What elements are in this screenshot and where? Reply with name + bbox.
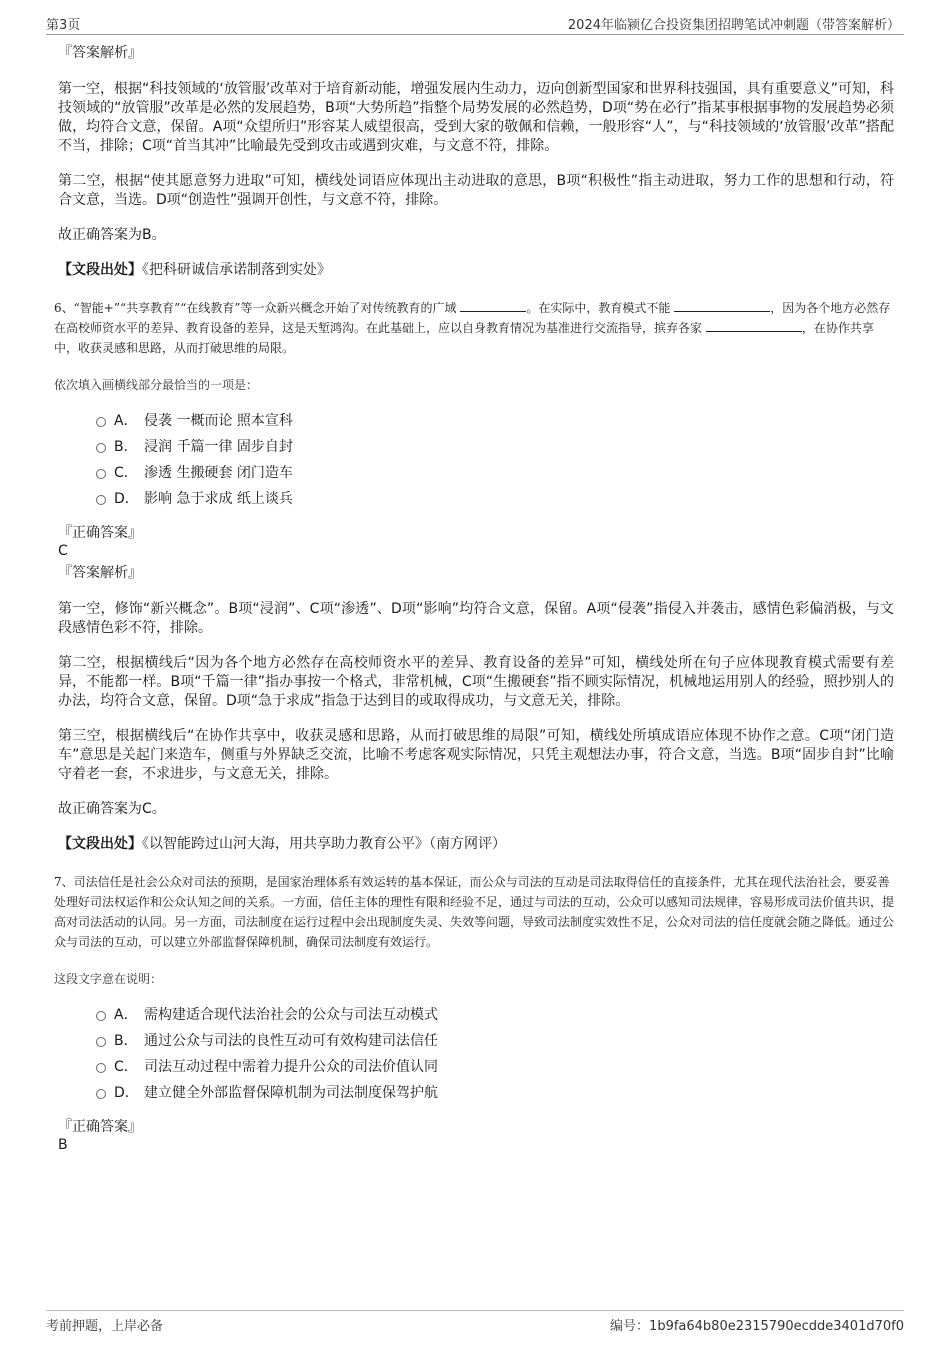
- radio-icon[interactable]: [96, 1037, 106, 1047]
- radio-icon[interactable]: [96, 469, 106, 479]
- question-7-prompt: 这段文字意在说明：: [54, 972, 163, 986]
- document-title: 2024年临颍亿合投资集团招聘笔试冲刺题（带答案解析）: [567, 18, 900, 33]
- document-code: 编号：1b9fa64b80e2315790ecdde3401d70f0: [610, 1319, 904, 1334]
- correct-answer-label: 『正确答案』: [58, 525, 142, 541]
- page-footer: [46, 1310, 904, 1333]
- radio-icon[interactable]: [96, 1011, 106, 1021]
- question-7-options: [96, 1002, 894, 1106]
- page-header: [46, 12, 904, 35]
- option-c[interactable]: C． 司法互动过程中需着力提升公众的司法价值认同: [96, 1054, 894, 1080]
- radio-icon[interactable]: [96, 443, 106, 453]
- source-line: [58, 261, 894, 280]
- analysis-label: 『答案解析』: [58, 45, 142, 61]
- question-7-text: 7、司法信任是社会公众对司法的预期，是国家治理体系有效运转的基本保证，而公众与司法的互动是司法取得信任的直接条件，尤其在现代法治社会，要妥善处理好司法权运作和公众认知之间的关系。一方面，信任主体的理性有限和经验不足，通过与司法的互动，公众可以感知司法规律，容易形成司法价值共识，提高对司法活动的认同。另一方面，司法制度在运行过程中会出现制度失灵、失效等问题，导致司法制度实效性不足，公众对司法的信任度就会随之降低。通过公众与司法的互动，可以建立外部监督保障机制，确保司法制度有效运行。: [54, 875, 895, 949]
- answer-conclusion: 故正确答案为C。: [58, 801, 166, 817]
- question-6-options: [96, 408, 894, 512]
- fill-blank-1: [460, 299, 526, 312]
- question-6-text: 6、“智能+”“共享教育”“在线教育”等一众新兴概念开始了对传统教育的广域 。在实际中，教育模式不能 ，因为各个地方必然存在高校师资水平的差异、教育设备的差异，这是天堑鸿沟。在此基础上，应以自身教育情况为基准进行交流指导，摈弃各家 ，在协作共享中，收获灵感和思路，从而打破思维的局限。: [54, 301, 891, 355]
- page-number: 第3页: [46, 18, 81, 33]
- option-a[interactable]: A． 需构建适合现代法治社会的公众与司法互动模式: [96, 1002, 894, 1028]
- question-6-prompt: 依次填入画横线部分最恰当的一项是：: [54, 378, 259, 392]
- option-d[interactable]: D． 影响 急于求成 纸上谈兵: [96, 486, 894, 512]
- option-d[interactable]: D． 建立健全外部监督保障机制为司法制度保驾护航: [96, 1080, 894, 1106]
- source-text: 《把科研诚信承诺制落到实处》: [142, 262, 331, 278]
- answer-conclusion: 故正确答案为B。: [58, 227, 166, 243]
- fill-blank-3: [706, 319, 802, 332]
- source-label: 【文段出处】: [58, 262, 142, 278]
- option-b[interactable]: B． 通过公众与司法的良性互动可有效构建司法信任: [96, 1028, 894, 1054]
- page-content: [54, 44, 895, 1154]
- analysis-paragraph: 第二空，根据“使其愿意努力进取”可知，横线处词语应体现出主动进取的意思，B项“积极性”指主动进取，努力工作的思想和行动，符合文意，当选。D项“创造性”强调开创性，与文意不符，排除。: [58, 173, 894, 208]
- fill-blank-2: [674, 299, 770, 312]
- radio-icon[interactable]: [96, 495, 106, 505]
- analysis-paragraph: 第三空，根据横线后“在协作共享中，收获灵感和思路，从而打破思维的局限”可知，横线处所填成语应体现不协作之意。C项“闭门造车”意思是关起门来造车，侧重与外界缺乏交流，比喻不考虑客观实际情况，只凭主观想法办事，符合文意，当选。B项“固步自封”比喻守着老一套，不求进步，与文意无关，排除。: [58, 728, 894, 782]
- option-a[interactable]: A． 侵袭 一概而论 照本宣科: [96, 408, 894, 434]
- radio-icon[interactable]: [96, 417, 106, 427]
- footer-slogan: 考前押题，上岸必备: [46, 1319, 164, 1334]
- radio-icon[interactable]: [96, 1063, 106, 1073]
- correct-answer-label: 『正确答案』: [58, 1119, 142, 1135]
- option-b[interactable]: B． 浸润 千篇一律 固步自封: [96, 434, 894, 460]
- option-c[interactable]: C． 渗透 生搬硬套 闭门造车: [96, 460, 894, 486]
- source-label: 【文段出处】: [58, 836, 142, 852]
- correct-answer-value: B: [58, 1137, 68, 1153]
- analysis-paragraph: 第一空，根据“科技领域的‘放管服’改革对于培育新动能，增强发展内生动力，迈向创新型国家和世界科技强国，具有重要意义”可知，科技领域的“放管服”改革是必然的发展趋势，B项“大势所趋”指整个局势发展的必然趋势，D项“势在必行”指某事根据事物的发展趋势必须做，均符合文意，保留。A项“众望所归”形容某人威望很高，受到大家的敬佩和信赖，一般形容“人”，与“科技领域的‘放管服’改革”搭配不当，排除；C项“首当其冲”比喻最先受到攻击或遇到灾难，与文意不符，排除。: [58, 81, 894, 154]
- source-line: [58, 835, 894, 854]
- analysis-paragraph: 第二空，根据横线后“因为各个地方必然存在高校师资水平的差异、教育设备的差异”可知，横线处所在句子应体现教育模式需要有差异，不能都一样。B项“千篇一律”指办事按一个格式，非常机械，C项“生搬硬套”指不顾实际情况，机械地运用别人的经验，照抄别人的办法，均符合文意，保留。D项“急于求成”指急于达到目的或取得成功，与文意无关，排除。: [58, 655, 894, 709]
- radio-icon[interactable]: [96, 1089, 106, 1099]
- correct-answer-value: C: [58, 543, 68, 559]
- source-text: 《以智能跨过山河大海，用共享助力教育公平》（南方网评）: [142, 836, 506, 852]
- analysis-label: 『答案解析』: [58, 565, 142, 581]
- analysis-paragraph: 第一空，修饰“新兴概念”。B项“浸润”、C项“渗透”、D项“影响”均符合文意，保留。A项“侵袭”指侵入并袭击，感情色彩偏消极，与文段感情色彩不符，排除。: [58, 601, 894, 636]
